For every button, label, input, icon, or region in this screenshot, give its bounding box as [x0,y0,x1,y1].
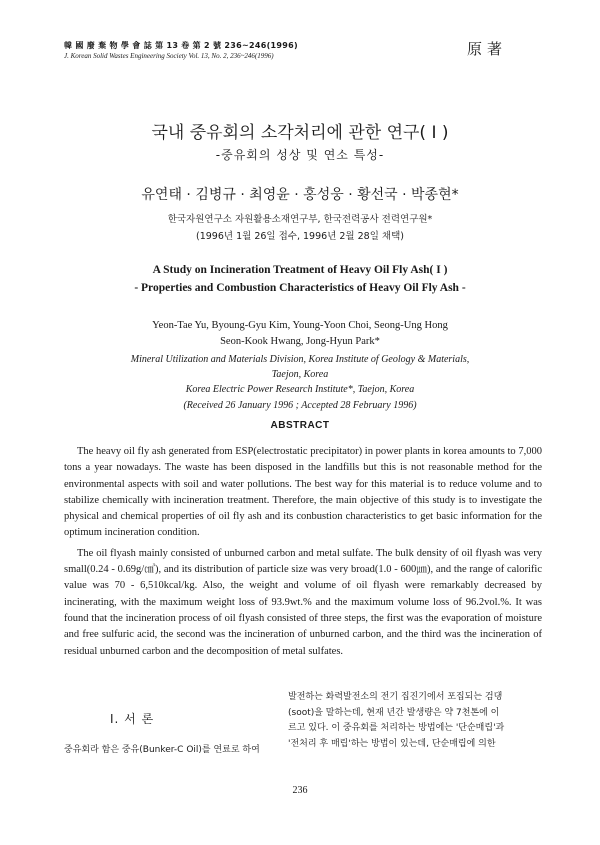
received-date-english: (Received 26 January 1996 ; Accepted 28 February 1996) [183,400,417,411]
authors-korean: 유연태 · 김병규 · 최영윤 · 홍성웅 · 황선국 · 박종현* [141,187,459,203]
body-right-line: '전처리 후 매립'하는 방법이 있는데, 단순매립에 의한 [288,738,496,749]
subtitle-english: - Properties and Combustion Characteristics of Heavy Oil Fly Ash - [134,282,466,294]
affiliation-korean: 한국자원연구소 자원활용소재연구부, 한국전력공사 전력연구원* [167,214,433,225]
abstract-paragraph-1: The heavy oil fly ash generated from ESP(electrostatic precipitator) in power plants in korea amounts to 7,000 tons a year nowadays. The waste has been disposed in the landfills but this is not reasonable method for the environmental aspects with soil and water pollutions. The best way for this material is to reduce volume and to stabilize chemically with incineration treatment. Therefore, the main objective of this study is to investigate the physical and chemical properties of oil fly ash and its conbustion characteristics to get basic information for the optimum incineration condition. [64,446,542,539]
abstract-paragraph-2: The oil flyash mainly consisted of unburned carbon and metal sulfate. The bulk density of oil flyash was very small(0.24 - 0.69g/㎤), and its distribution of particle size was very broad(1.0 - 600㎛), and the range of calorific value was 70 - 6,510kcal/kg. Also, the weight and volume of oil flyash were remarkably decreased by incinerating, with the maximum weight loss of 93.9wt.% and the maximum volume loss of 96.2vol.%. It was found that the incineration process of oil flyash consisted of three steps, the first was the evaporation of moisture and free sulfuric acid, the second was the incineration of unburned carbon, and the third was the incineration of residual unburned carbon and the decomposition of metal sulfates. [64,547,542,657]
abstract-heading: ABSTRACT [270,420,330,431]
affiliation-english-line-3: Korea Electric Power Research Institute*, Taejon, Korea [185,384,415,395]
body-left-column: 중유회라 함은 중유(Bunker-C Oil)를 연료로 하여 [64,745,260,755]
affiliation-english-line-1: Mineral Utilization and Materials Division, Korea Institute of Geology & Materials, [130,354,470,365]
title-korean: 국내 중유회의 소각처리에 관한 연구( I ) [151,123,449,143]
authors-english-line-2: Seon-Kook Hwang, Jong-Hyun Park* [220,336,380,347]
body-right-line: 르고 있다. 이 중유회를 처리하는 방법에는 '단순매립'과 [288,723,505,733]
body-right-column [288,690,544,752]
body-right-line: 발전하는 화력발전소의 전기 집진기에서 포집되는 검댕 [288,692,503,702]
received-date-korean: (1996년 1월 26일 접수, 1996년 2월 28일 채택) [196,231,404,242]
subtitle-korean: -중유회의 성상 및 연소 특성- [215,148,385,162]
article-type-badge: 原著 [467,40,508,58]
journal-header-korean: 韓 國 廢 棄 物 學 會 誌 第 13 卷 第 2 號 236~246(1996) [64,41,298,50]
body-right-line: (soot)을 말하는데, 현재 년간 발생량은 약 7천톤에 이 [288,707,500,718]
affiliation-english-line-2: Taejon, Korea [271,369,329,380]
title-english: A Study on Incineration Treatment of Heavy Oil Fly Ash( I ) [152,264,448,276]
journal-header-english: J. Korean Solid Wastes Engineering Society Vol. 13, No. 2, 236~246(1996) [64,52,274,60]
section-heading-introduction: I. 서 론 [110,712,155,726]
abstract-body [64,444,542,660]
page-number: 236 [292,785,308,796]
authors-english-line-1: Yeon-Tae Yu, Byoung-Gyu Kim, Young-Yoon Choi, Seong-Ung Hong [152,320,448,331]
